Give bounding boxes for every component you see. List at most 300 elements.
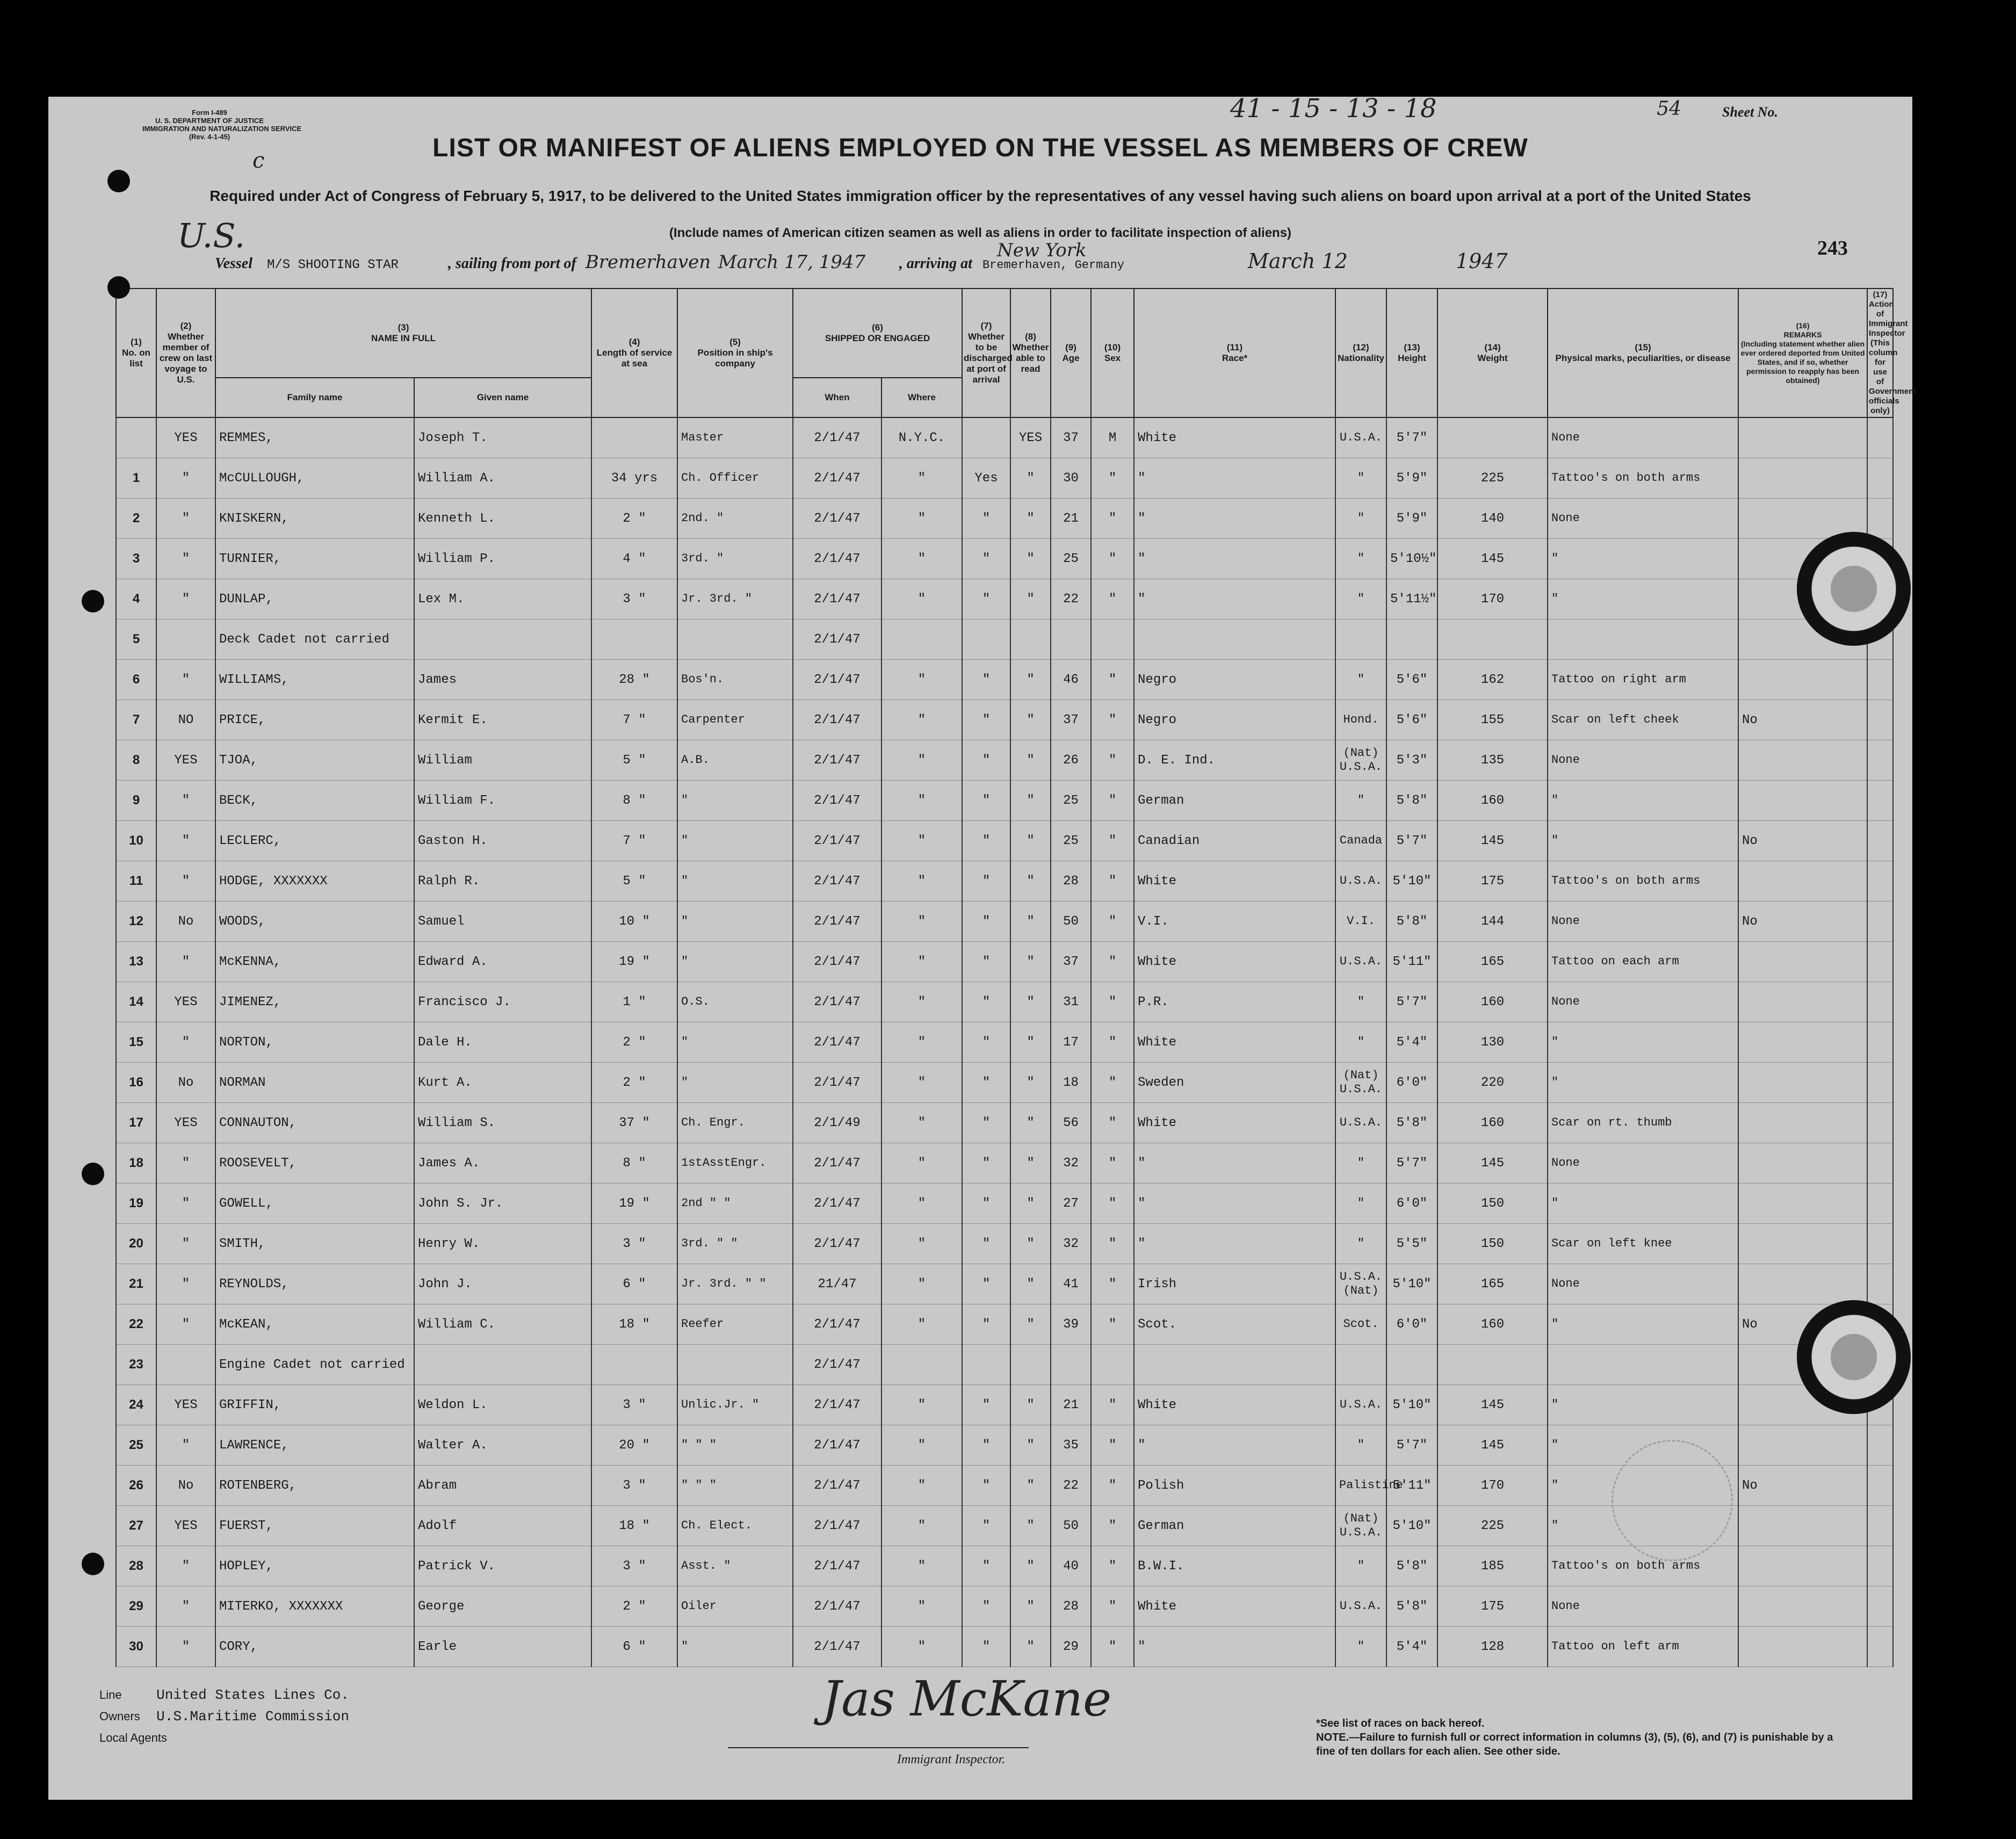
cell-nationality: "	[1335, 982, 1386, 1022]
table-row	[116, 1345, 1893, 1385]
cell-shipped-when: 2/1/47	[793, 1627, 881, 1667]
cell-age: 22	[1051, 579, 1091, 619]
cell-family-name: Engine Cadet not carried	[215, 1345, 414, 1385]
cell-discharged: "	[962, 902, 1010, 942]
cell-shipped-where: "	[881, 1546, 962, 1586]
header-weight: (14) Weight	[1437, 289, 1548, 417]
cell-given-name: Kurt A.	[414, 1063, 591, 1103]
header-sex: (10) Sex	[1091, 289, 1134, 417]
header-action: (17) Action of Immigrant Inspector (This column for use of Government officials only)	[1867, 289, 1893, 417]
cell-last-voyage: "	[156, 579, 215, 619]
cell-remarks: No	[1738, 902, 1867, 942]
cell-row-number: 28	[116, 1546, 156, 1586]
cell-action	[1867, 1506, 1893, 1546]
cell-last-voyage: "	[156, 539, 215, 579]
cell-discharged: "	[962, 1425, 1010, 1466]
cell-family-name: FUERST,	[215, 1506, 414, 1546]
cell-able-to-read: "	[1010, 902, 1051, 942]
cell-discharged: "	[962, 942, 1010, 982]
cell-weight: 150	[1437, 1184, 1548, 1224]
table-row	[116, 781, 1893, 821]
cell-sex: "	[1091, 1224, 1134, 1264]
cell-race: "	[1134, 458, 1335, 499]
cell-shipped-when: 2/1/47	[793, 861, 881, 902]
cell-height: 6'0"	[1386, 1304, 1437, 1345]
cell-nationality: U.S.A.	[1335, 942, 1386, 982]
cell-given-name: William A.	[414, 458, 591, 499]
cell-discharged	[962, 619, 1010, 660]
cell-last-voyage: "	[156, 1425, 215, 1466]
cell-able-to-read: "	[1010, 781, 1051, 821]
cell-able-to-read: "	[1010, 1304, 1051, 1345]
table-row	[116, 1103, 1893, 1143]
cell-height: 5'8"	[1386, 902, 1437, 942]
table-row	[116, 1143, 1893, 1184]
cell-height: 5'3"	[1386, 740, 1437, 781]
cell-position: Jr. 3rd. " "	[677, 1264, 793, 1304]
cell-length-of-service: 3 "	[591, 1546, 677, 1586]
agents-label: Local Agents	[99, 1731, 167, 1744]
cell-last-voyage: YES	[156, 417, 215, 458]
line-value: United States Lines Co.	[156, 1687, 349, 1703]
footer-owners	[99, 1708, 583, 1725]
cell-family-name: KNISKERN,	[215, 499, 414, 539]
cell-weight	[1437, 1345, 1548, 1385]
cell-age: 41	[1051, 1264, 1091, 1304]
cell-action	[1867, 1184, 1893, 1224]
cell-sex: "	[1091, 1022, 1134, 1063]
cell-weight: 140	[1437, 499, 1548, 539]
cell-given-name: John J.	[414, 1264, 591, 1304]
cell-physical-marks: "	[1548, 579, 1738, 619]
cell-sex: "	[1091, 740, 1134, 781]
cell-given-name: William C.	[414, 1304, 591, 1345]
manifest-page	[48, 93, 1917, 1800]
cell-able-to-read: "	[1010, 1143, 1051, 1184]
cell-weight: 145	[1437, 821, 1548, 861]
cell-shipped-where: "	[881, 942, 962, 982]
cell-age: 56	[1051, 1103, 1091, 1143]
cell-last-voyage: No	[156, 1466, 215, 1506]
cell-length-of-service: 1 "	[591, 982, 677, 1022]
cell-sex: "	[1091, 579, 1134, 619]
cell-length-of-service: 6 "	[591, 1264, 677, 1304]
cell-row-number: 6	[116, 660, 156, 700]
cell-given-name	[414, 1345, 591, 1385]
cell-length-of-service: 7 "	[591, 821, 677, 861]
cell-sex: "	[1091, 1304, 1134, 1345]
cell-height: 5'10"	[1386, 1264, 1437, 1304]
arriving-label: , arriving at	[899, 255, 972, 272]
cell-weight	[1437, 619, 1548, 660]
header-nationality: (12) Nationality	[1335, 289, 1386, 417]
cell-able-to-read: "	[1010, 1627, 1051, 1667]
cell-shipped-when: 2/1/47	[793, 1466, 881, 1506]
cell-row-number: 22	[116, 1304, 156, 1345]
vessel-label: Vessel	[215, 255, 252, 272]
cell-shipped-when: 2/1/47	[793, 660, 881, 700]
table-row	[116, 619, 1893, 660]
cell-length-of-service	[591, 1345, 677, 1385]
cell-row-number: 24	[116, 1385, 156, 1425]
cell-remarks	[1738, 1184, 1867, 1224]
cell-given-name: Kermit E.	[414, 700, 591, 740]
cell-age: 37	[1051, 417, 1091, 458]
cell-action	[1867, 1224, 1893, 1264]
cell-able-to-read: "	[1010, 1224, 1051, 1264]
cell-discharged: "	[962, 1304, 1010, 1345]
cell-position: A.B.	[677, 740, 793, 781]
cell-sex: "	[1091, 458, 1134, 499]
cell-given-name: Gaston H.	[414, 821, 591, 861]
table-row	[116, 1264, 1893, 1304]
header-where: Where	[881, 378, 962, 417]
table-row	[116, 1425, 1893, 1466]
cell-able-to-read	[1010, 619, 1051, 660]
cell-given-name: Edward A.	[414, 942, 591, 982]
header-able-to-read: (8) Whether able to read	[1010, 289, 1051, 417]
cell-given-name: Samuel	[414, 902, 591, 942]
cell-row-number: 20	[116, 1224, 156, 1264]
cell-family-name: LAWRENCE,	[215, 1425, 414, 1466]
cell-race: "	[1134, 1425, 1335, 1466]
cell-race: Irish	[1134, 1264, 1335, 1304]
cell-shipped-when: 21/47	[793, 1264, 881, 1304]
cell-last-voyage: "	[156, 1264, 215, 1304]
arriving-port: New York	[996, 240, 1087, 261]
arrival-year: 1947	[1455, 249, 1508, 273]
cell-position: Asst. "	[677, 1546, 793, 1586]
cell-able-to-read: "	[1010, 1063, 1051, 1103]
cell-physical-marks: "	[1548, 821, 1738, 861]
cell-race: German	[1134, 781, 1335, 821]
cell-discharged: "	[962, 1466, 1010, 1506]
cell-discharged: "	[962, 700, 1010, 740]
cell-last-voyage: "	[156, 458, 215, 499]
cell-remarks: No	[1738, 1304, 1867, 1345]
cell-last-voyage: No	[156, 902, 215, 942]
cell-age: 25	[1051, 781, 1091, 821]
table-row	[116, 740, 1893, 781]
cell-last-voyage: "	[156, 942, 215, 982]
cell-physical-marks: Tattoo's on both arms	[1548, 861, 1738, 902]
cell-race: "	[1134, 1224, 1335, 1264]
cell-able-to-read: "	[1010, 821, 1051, 861]
form-line-4: (Rev. 4-1-45)	[189, 133, 230, 141]
cell-race: Sweden	[1134, 1063, 1335, 1103]
cell-row-number: 2	[116, 499, 156, 539]
cell-last-voyage: "	[156, 1224, 215, 1264]
cell-last-voyage	[156, 1345, 215, 1385]
cell-nationality: "	[1335, 1546, 1386, 1586]
cell-given-name: Abram	[414, 1466, 591, 1506]
cell-shipped-where: "	[881, 740, 962, 781]
cell-last-voyage: NO	[156, 700, 215, 740]
cell-remarks	[1738, 1022, 1867, 1063]
cell-remarks	[1738, 1143, 1867, 1184]
cell-height: 5'10"	[1386, 1506, 1437, 1546]
punch-hole	[107, 170, 130, 192]
cell-family-name: REYNOLDS,	[215, 1264, 414, 1304]
cell-family-name: BECK,	[215, 781, 414, 821]
cell-given-name: Henry W.	[414, 1224, 591, 1264]
cell-family-name: SMITH,	[215, 1224, 414, 1264]
cell-action	[1867, 982, 1893, 1022]
cell-sex: "	[1091, 942, 1134, 982]
cell-length-of-service: 3 "	[591, 1385, 677, 1425]
cell-shipped-when: 2/1/47	[793, 579, 881, 619]
cell-age: 29	[1051, 1627, 1091, 1667]
sheet-label: Sheet No.	[1722, 104, 1778, 120]
cell-age: 40	[1051, 1546, 1091, 1586]
cell-action	[1867, 1546, 1893, 1586]
cell-height: 5'10"	[1386, 861, 1437, 902]
cell-remarks	[1738, 1425, 1867, 1466]
header-race: (11) Race*	[1134, 289, 1335, 417]
cell-discharged: Yes	[962, 458, 1010, 499]
cell-race: V.I.	[1134, 902, 1335, 942]
cell-family-name: WOODS,	[215, 902, 414, 942]
cell-sex	[1091, 1345, 1134, 1385]
cell-discharged: "	[962, 579, 1010, 619]
footnote	[1316, 1717, 1853, 1758]
cell-height: 5'10½"	[1386, 539, 1437, 579]
cell-given-name: William P.	[414, 539, 591, 579]
cell-physical-marks: "	[1548, 1385, 1738, 1425]
cell-shipped-where: "	[881, 1304, 962, 1345]
cell-shipped-where	[881, 619, 962, 660]
cell-length-of-service: 6 "	[591, 1627, 677, 1667]
cell-physical-marks: "	[1548, 1466, 1738, 1506]
cell-shipped-where: "	[881, 1264, 962, 1304]
cell-shipped-when: 2/1/47	[793, 1022, 881, 1063]
cell-height: 5'9"	[1386, 458, 1437, 499]
table-row	[116, 1586, 1893, 1627]
cell-able-to-read: "	[1010, 982, 1051, 1022]
cell-age: 21	[1051, 499, 1091, 539]
cell-given-name: Francisco J.	[414, 982, 591, 1022]
cell-nationality: (Nat) U.S.A.	[1335, 1063, 1386, 1103]
cell-physical-marks: None	[1548, 982, 1738, 1022]
cell-discharged: "	[962, 1143, 1010, 1184]
cell-last-voyage: "	[156, 781, 215, 821]
cell-given-name	[414, 619, 591, 660]
cell-row-number: 17	[116, 1103, 156, 1143]
cell-action	[1867, 1103, 1893, 1143]
cell-row-number: 26	[116, 1466, 156, 1506]
cell-weight: 170	[1437, 1466, 1548, 1506]
cell-weight: 220	[1437, 1063, 1548, 1103]
cell-shipped-where: "	[881, 458, 962, 499]
cell-position: " " "	[677, 1425, 793, 1466]
cell-action	[1867, 1466, 1893, 1506]
cell-weight: 155	[1437, 700, 1548, 740]
cell-shipped-when: 2/1/47	[793, 1385, 881, 1425]
cell-length-of-service: 4 "	[591, 539, 677, 579]
cell-nationality: Scot.	[1335, 1304, 1386, 1345]
cell-weight: 160	[1437, 781, 1548, 821]
cell-able-to-read: "	[1010, 1506, 1051, 1546]
page-title: LIST OR MANIFEST OF ALIENS EMPLOYED ON THE VESSEL AS MEMBERS OF CREW	[432, 134, 1528, 162]
cell-sex: "	[1091, 861, 1134, 902]
cell-shipped-where: "	[881, 1224, 962, 1264]
footer-line	[99, 1687, 583, 1703]
cell-length-of-service: 19 "	[591, 1184, 677, 1224]
cell-last-voyage: "	[156, 1184, 215, 1224]
cell-family-name: NORMAN	[215, 1063, 414, 1103]
cell-race: White	[1134, 1103, 1335, 1143]
cell-able-to-read: "	[1010, 1546, 1051, 1586]
cell-action	[1867, 942, 1893, 982]
cell-sex: "	[1091, 781, 1134, 821]
cell-family-name: Deck Cadet not carried	[215, 619, 414, 660]
form-line-1: Form I-489	[192, 109, 227, 117]
cell-length-of-service: 18 "	[591, 1506, 677, 1546]
header-no: (1) No. on list	[116, 289, 156, 417]
cell-shipped-where: "	[881, 1385, 962, 1425]
cell-nationality: "	[1335, 781, 1386, 821]
cell-family-name: REMMES,	[215, 417, 414, 458]
cell-weight: 145	[1437, 1143, 1548, 1184]
cell-action	[1867, 1022, 1893, 1063]
cell-action	[1867, 1586, 1893, 1627]
cell-race	[1134, 1345, 1335, 1385]
cell-age: 39	[1051, 1304, 1091, 1345]
cell-shipped-when: 2/1/47	[793, 619, 881, 660]
cell-nationality: U.S.A.	[1335, 1586, 1386, 1627]
cell-height: 5'7"	[1386, 821, 1437, 861]
cell-last-voyage: YES	[156, 1103, 215, 1143]
cell-sex: "	[1091, 539, 1134, 579]
cell-shipped-where: "	[881, 1184, 962, 1224]
cell-position: O.S.	[677, 982, 793, 1022]
cell-age: 50	[1051, 902, 1091, 942]
cell-able-to-read: "	[1010, 579, 1051, 619]
cell-family-name: JIMENEZ,	[215, 982, 414, 1022]
cell-position	[677, 619, 793, 660]
cell-shipped-where: "	[881, 539, 962, 579]
cell-shipped-when: 2/1/47	[793, 458, 881, 499]
punch-hole	[82, 590, 104, 612]
cell-action	[1867, 902, 1893, 942]
cell-physical-marks: "	[1548, 1304, 1738, 1345]
cell-discharged: "	[962, 1506, 1010, 1546]
cell-given-name: George	[414, 1586, 591, 1627]
cell-able-to-read: "	[1010, 740, 1051, 781]
cell-nationality: Palistine	[1335, 1466, 1386, 1506]
cell-remarks	[1738, 781, 1867, 821]
cell-sex: "	[1091, 1627, 1134, 1667]
cell-family-name: McKENNA,	[215, 942, 414, 982]
cell-given-name: Ralph R.	[414, 861, 591, 902]
table-row	[116, 821, 1893, 861]
cell-physical-marks	[1548, 619, 1738, 660]
cell-remarks	[1738, 1224, 1867, 1264]
cell-physical-marks: Tattoo on right arm	[1548, 660, 1738, 700]
cell-physical-marks: Scar on left cheek	[1548, 700, 1738, 740]
table-row	[116, 1627, 1893, 1667]
header-name-in-full: (3) NAME IN FULL	[215, 289, 591, 378]
cell-shipped-when: 2/1/47	[793, 1304, 881, 1345]
cell-action	[1867, 458, 1893, 499]
cell-shipped-when: 2/1/47	[793, 821, 881, 861]
handwritten-us: U.S.	[177, 216, 245, 255]
cell-shipped-where: "	[881, 781, 962, 821]
footnote-races: *See list of races on back hereof.	[1316, 1718, 1485, 1729]
cell-shipped-when: 2/1/47	[793, 781, 881, 821]
cell-row-number: 27	[116, 1506, 156, 1546]
cell-row-number: 30	[116, 1627, 156, 1667]
cell-given-name: Earle	[414, 1627, 591, 1667]
cell-length-of-service: 2 "	[591, 1586, 677, 1627]
cell-remarks	[1738, 660, 1867, 700]
cell-nationality	[1335, 619, 1386, 660]
cell-remarks	[1738, 942, 1867, 982]
cell-length-of-service: 2 "	[591, 1022, 677, 1063]
cell-sex: "	[1091, 1063, 1134, 1103]
cell-discharged: "	[962, 539, 1010, 579]
cell-position	[677, 1345, 793, 1385]
cell-sex: M	[1091, 417, 1134, 458]
cell-remarks	[1738, 417, 1867, 458]
cell-race: "	[1134, 1627, 1335, 1667]
cell-able-to-read: YES	[1010, 417, 1051, 458]
cell-row-number: 14	[116, 982, 156, 1022]
cell-height: 5'10"	[1386, 1385, 1437, 1425]
cell-discharged: "	[962, 821, 1010, 861]
cell-sex: "	[1091, 1385, 1134, 1425]
cell-sex: "	[1091, 1103, 1134, 1143]
cell-shipped-when: 2/1/47	[793, 982, 881, 1022]
cell-physical-marks: Tattoo on each arm	[1548, 942, 1738, 982]
cell-row-number: 16	[116, 1063, 156, 1103]
cell-physical-marks: "	[1548, 1506, 1738, 1546]
cell-length-of-service: 5 "	[591, 861, 677, 902]
inspector-label: Immigrant Inspector.	[897, 1753, 1006, 1766]
cell-able-to-read: "	[1010, 458, 1051, 499]
cell-age	[1051, 1345, 1091, 1385]
cell-family-name: ROOSEVELT,	[215, 1143, 414, 1184]
cell-physical-marks: None	[1548, 417, 1738, 458]
cell-shipped-when: 2/1/47	[793, 942, 881, 982]
cell-row-number: 12	[116, 902, 156, 942]
cell-shipped-when: 2/1/47	[793, 740, 881, 781]
cell-shipped-where: "	[881, 1586, 962, 1627]
cell-given-name: James A.	[414, 1143, 591, 1184]
cell-family-name: WILLIAMS,	[215, 660, 414, 700]
cell-position: " " "	[677, 1466, 793, 1506]
cell-length-of-service: 3 "	[591, 1466, 677, 1506]
cell-given-name: William F.	[414, 781, 591, 821]
cell-discharged: "	[962, 1627, 1010, 1667]
cell-age: 22	[1051, 1466, 1091, 1506]
cell-height: 5'9"	[1386, 499, 1437, 539]
cell-position: Unlic.Jr. "	[677, 1385, 793, 1425]
cell-given-name: Lex M.	[414, 579, 591, 619]
cell-discharged	[962, 417, 1010, 458]
cell-nationality: "	[1335, 1184, 1386, 1224]
cell-position: Ch. Officer	[677, 458, 793, 499]
cell-age: 25	[1051, 821, 1091, 861]
cell-nationality: "	[1335, 1022, 1386, 1063]
cell-position: 2nd " "	[677, 1184, 793, 1224]
cell-row-number: 8	[116, 740, 156, 781]
cell-discharged: "	[962, 1546, 1010, 1586]
cell-physical-marks: "	[1548, 1063, 1738, 1103]
cell-position: 2nd. "	[677, 499, 793, 539]
line-label: Line	[99, 1688, 122, 1701]
cell-height: 5'8"	[1386, 1546, 1437, 1586]
